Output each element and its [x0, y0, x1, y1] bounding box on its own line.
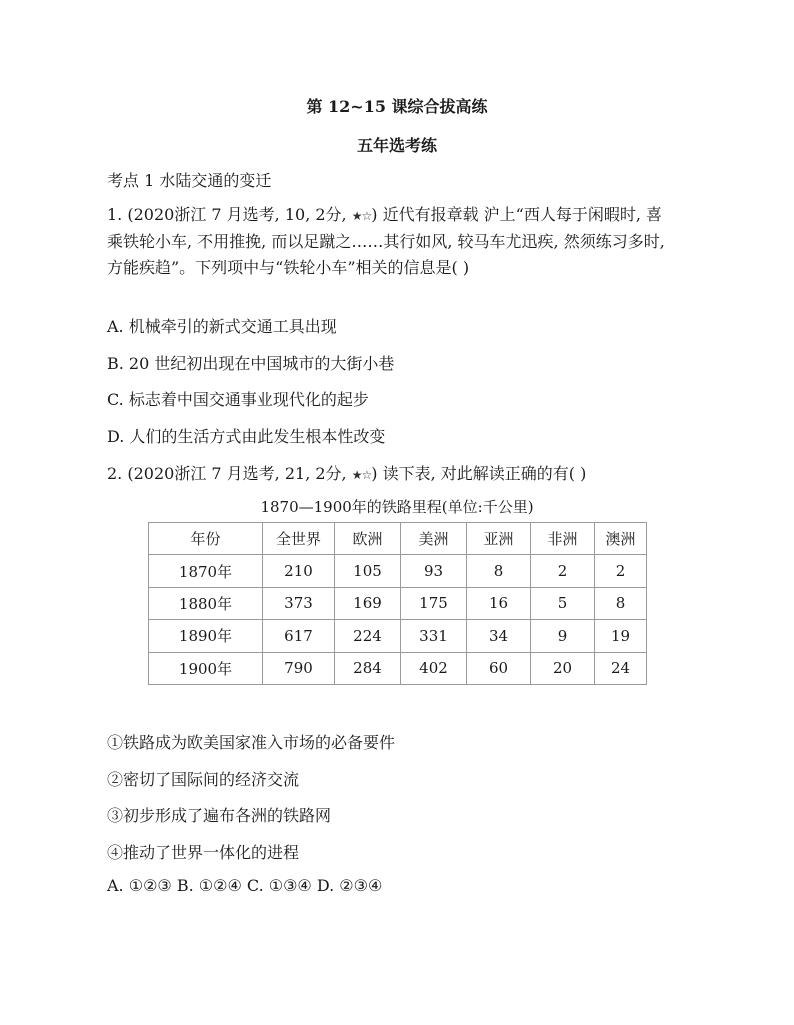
page-subtitle: 五年选考练	[356, 136, 437, 155]
difficulty-star-icon: ★☆	[351, 209, 372, 223]
table-row	[149, 555, 647, 587]
question-1-stem	[107, 202, 667, 281]
table-cell: 8	[595, 587, 647, 619]
table-cell: 373	[263, 587, 335, 619]
section-heading: 考点 1 水陆交通的变迁	[107, 171, 272, 190]
table-header-cell: 澳洲	[595, 523, 647, 555]
table-row	[149, 652, 647, 684]
table-cell: 790	[263, 652, 335, 684]
table-header-row	[149, 523, 647, 555]
table-header-cell: 亚洲	[467, 523, 531, 555]
table-cell: 5	[531, 587, 595, 619]
table-cell: 169	[335, 587, 401, 619]
table-cell: 402	[401, 652, 467, 684]
table-header-cell: 欧洲	[335, 523, 401, 555]
table-cell: 60	[467, 652, 531, 684]
statement-3: ③初步形成了遍布各洲的铁路网	[107, 806, 332, 825]
question-1-option-c: C. 标志着中国交通事业现代化的起步	[107, 390, 369, 409]
question-1-option-d: D. 人们的生活方式由此发生根本性改变	[107, 427, 386, 446]
question-1-text: ) 近代有报章载 沪上“西人每于闲暇时, 喜乘铁轮小车, 不用推挽, 而以足蹴之……其行如风, 较马车尤迅疾, 然须练习多时, 方能疾趋”。下列项中与“铁轮小车”相关的信息是( )	[107, 205, 665, 277]
table-cell: 331	[401, 620, 467, 652]
page-title: 第 12~15 课综合拔高练	[306, 97, 488, 116]
table-cell: 1890年	[149, 620, 263, 652]
question-2-text: ) 读下表, 对此解读正确的有( )	[371, 464, 587, 483]
table-row	[149, 620, 647, 652]
question-1-source: 1. (2020浙江 7 月选考, 10, 2分,	[107, 205, 352, 224]
table-cell: 34	[467, 620, 531, 652]
table-cell: 1900年	[149, 652, 263, 684]
table-cell: 20	[531, 652, 595, 684]
railway-mileage-table	[148, 522, 647, 685]
table-cell: 1870年	[149, 555, 263, 587]
table-cell: 93	[401, 555, 467, 587]
table-cell: 16	[467, 587, 531, 619]
table-header-cell: 非洲	[531, 523, 595, 555]
table-cell: 9	[531, 620, 595, 652]
difficulty-star-icon: ★☆	[351, 468, 372, 482]
table-cell: 2	[595, 555, 647, 587]
question-2-source: 2. (2020浙江 7 月选考, 21, 2分,	[107, 464, 352, 483]
statement-2: ②密切了国际间的经济交流	[107, 770, 300, 789]
table-cell: 8	[467, 555, 531, 587]
table-caption: 1870—1900年的铁路里程(单位:千公里)	[260, 498, 534, 516]
table-cell: 617	[263, 620, 335, 652]
table-header-cell: 全世界	[263, 523, 335, 555]
statement-4: ④推动了世界一体化的进程	[107, 843, 300, 862]
table-header-cell: 年份	[149, 523, 263, 555]
table-cell: 175	[401, 587, 467, 619]
table-cell: 210	[263, 555, 335, 587]
question-1-option-b: B. 20 世纪初出现在中国城市的大街小巷	[107, 354, 395, 373]
table-cell: 19	[595, 620, 647, 652]
table-cell: 284	[335, 652, 401, 684]
question-1-option-a: A. 机械牵引的新式交通工具出现	[107, 317, 337, 336]
table-cell: 24	[595, 652, 647, 684]
table-cell: 105	[335, 555, 401, 587]
statement-1: ①铁路成为欧美国家准入市场的必备要件	[107, 733, 396, 752]
table-cell: 2	[531, 555, 595, 587]
table-cell: 224	[335, 620, 401, 652]
table-cell: 1880年	[149, 587, 263, 619]
question-2-stem	[107, 461, 586, 484]
table-header-cell: 美洲	[401, 523, 467, 555]
table-row	[149, 587, 647, 619]
question-2-answer-options: A. ①②③ B. ①②④ C. ①③④ D. ②③④	[107, 876, 383, 895]
